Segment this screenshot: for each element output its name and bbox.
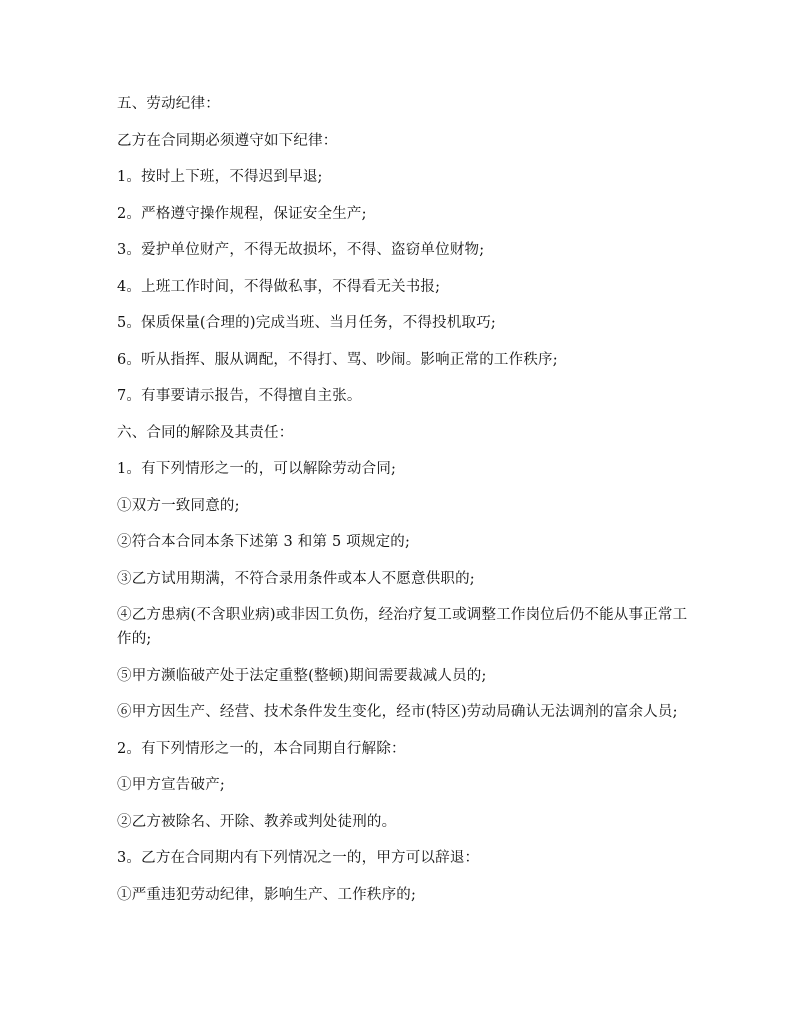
sub-list-item: ②符合本合同本条下述第 3 和第 5 项规定的; [117, 534, 411, 550]
list-item: 1。按时上下班，不得迟到早退; [117, 169, 323, 185]
list-item: 7。有事要请示报告，不得擅自主张。 [117, 388, 362, 404]
sub-list-item: ①双方一致同意的; [117, 497, 240, 514]
section-heading-termination: 六、合同的解除及其责任： [117, 424, 294, 441]
sub-list-item: ②乙方被除名、开除、教养或判处徒刑的。 [117, 813, 397, 830]
paragraph: 乙方在合同期必须遵守如下纪律： [117, 132, 338, 149]
list-item: 3。爱护单位财产，不得无故损坏，不得、盗窃单位财物; [117, 242, 485, 258]
sub-list-item: ①严重违犯劳动纪律，影响生产、工作秩序的; [117, 886, 417, 903]
section-heading-labor-discipline: 五、劳动纪律： [117, 96, 220, 112]
list-item: 6。听从指挥、服从调配，不得打、骂、吵闹。影响正常的工作秩序; [117, 351, 558, 368]
sub-list-item: ④乙方患病(不含职业病)或非因工负伤，经治疗复工或调整工作岗位后仍不能从事正常工作的; [117, 607, 688, 647]
document-body [117, 92, 692, 919]
sub-list-item: ①甲方宣告破产; [117, 777, 225, 793]
sub-list-item: ⑥甲方因生产、经营、技术条件发生变化，经市(特区)劳动局确认无法调剂的富余人员; [117, 704, 678, 720]
sub-list-item: ③乙方试用期满，不符合录用条件或本人不愿意供职的; [117, 570, 475, 587]
list-item: 3。乙方在合同期内有下列情况之一的，甲方可以辞退： [117, 850, 480, 866]
sub-list-item: ⑤甲方濒临破产处于法定重整(整顿)期间需要裁减人员的; [117, 667, 487, 684]
list-item: 1。有下列情形之一的，可以解除劳动合同; [117, 461, 397, 477]
list-item: 5。保质保量(合理的)完成当班、当月任务，不得投机取巧; [117, 315, 497, 331]
list-item: 2。有下列情形之一的，本合同期自行解除： [117, 740, 406, 757]
list-item: 2。严格遵守操作规程，保证安全生产; [117, 205, 367, 222]
list-item: 4。上班工作时间，不得做私事，不得看无关书报; [117, 278, 441, 295]
